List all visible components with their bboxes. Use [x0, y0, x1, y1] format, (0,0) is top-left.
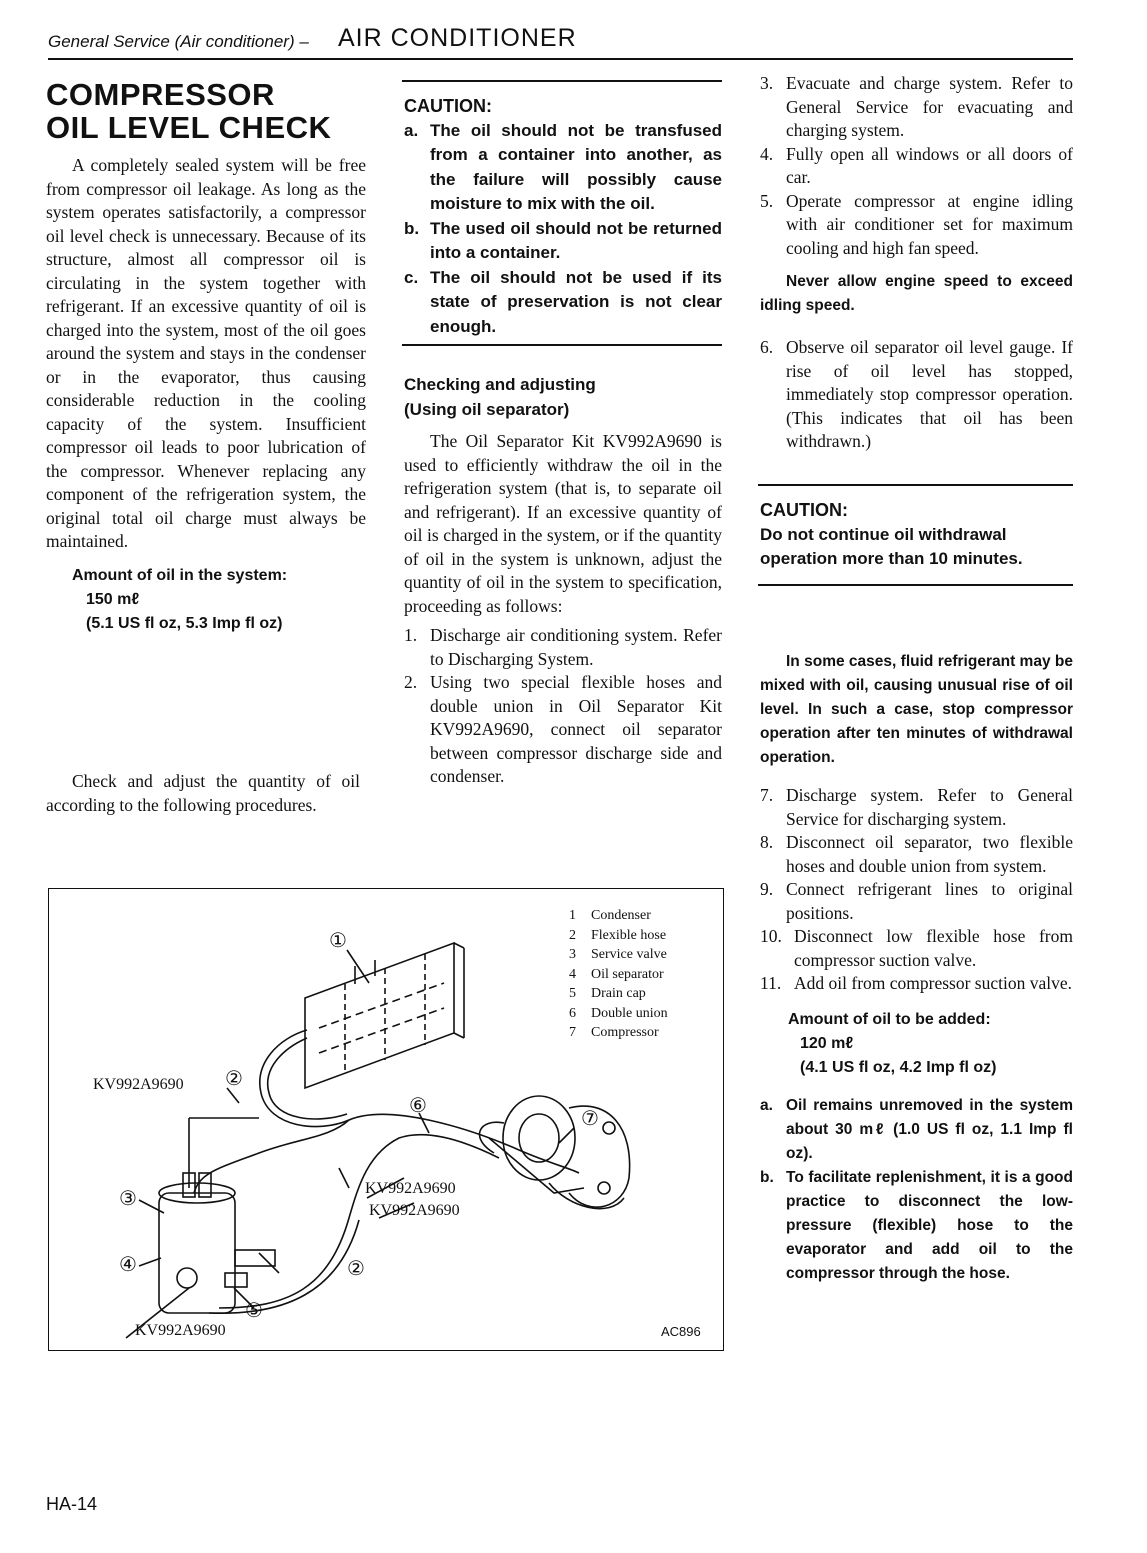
refrigerant-note: In some cases, fluid refrigerant may be mixed with oil, causing unusual rise of oil level. In such a case, stop compressor operation after ten minutes of withdrawal operation. [760, 653, 1073, 766]
oil-amount-spec [46, 564, 366, 636]
caution-title: CAUTION: [404, 96, 492, 116]
callout-7: ⑦ [581, 1108, 599, 1130]
legend-item: 7 Compressor [569, 1025, 659, 1040]
callout-4: ④ [119, 1254, 137, 1276]
page-header [48, 22, 1073, 60]
step-5: 5. Operate compressor at engine idling with air conditioner set for maximum cooling and high fan speed. [760, 190, 1073, 258]
right-caution [760, 498, 1073, 572]
oil-added-spec [760, 1008, 1073, 1080]
middle-text [404, 372, 722, 789]
note-b: b. To facilitate replenishment, it is a good practice to disconnect the low-pressure (flexible) hose to the evaporator and add oil to the compressor through the hose. [760, 1168, 1073, 1282]
subhead-line1: Checking and adjusting [404, 375, 596, 394]
header-section: General Service (Air conditioner) – [48, 32, 309, 51]
caution-top-rule [402, 80, 722, 82]
oil-separator-paragraph: The Oil Separator Kit KV992A9690 is used to efficiently withdraw the oil in the refrigeration system (that is, to separate oil and refrigerant). If an excessive quantity of oil is charged in the system, or if the quantity of oil in the system is unknown, adjust the quantity of oil in the system to specification, proceeding as follows: [404, 431, 722, 616]
legend-item: 5 Drain cap [569, 986, 646, 1001]
step-10: 10. Disconnect low flexible hose from compressor suction valve. [760, 926, 1073, 970]
step-6: 6. Observe oil separator oil level gauge. If rise of oil level has stopped, immediately stop compressor operation. (This indicates that oil has been withdrawn.) [760, 337, 1073, 451]
legend-item: 6 Double union [569, 1005, 668, 1021]
legend-item: 2 Flexible hose [569, 927, 667, 943]
tool-label-hose-1: KV992A9690 [365, 1180, 456, 1197]
legend-item: 4 Oil separator [569, 966, 664, 982]
caution-bottom-rule [402, 344, 722, 346]
page-number: HA-14 [46, 1494, 98, 1514]
figure-frame [48, 888, 724, 1351]
step-4: 4. Fully open all windows or all doors of car. [760, 143, 1073, 187]
subhead-line2: (Using oil separator) [404, 400, 570, 419]
spec-title: Amount of oil in the system: [72, 566, 288, 584]
step-3: 3. Evacuate and charge system. Refer to General Service for evacuating and charging system. [760, 73, 1073, 140]
section-title-line2: OIL LEVEL CHECK [46, 110, 332, 145]
intro-paragraph: A completely sealed system will be free from compressor oil leakage. As long as the system operates satisfactorily, a compressor oil level check is unnecessary. Because of its structure, almost all compressor oil is circulating in the system together with refrigerant. If an excessive quantity of oil is charged into the system, most of the oil goes around the system and stays in the condenser or in the evaporator, thus causing considerable reduction in the cooling capacity of the system. Insufficient compressor oil leads to poor lubrication of the compressor. Whenever replacing any component of the refrigeration system, the original total oil charge must always be maintained. [46, 155, 366, 551]
spec-value: 150 mℓ [86, 590, 140, 608]
legend-item: 3 Service valve [569, 947, 667, 962]
note-a: a. Oil remains unremoved in the system about 30 mℓ (1.0 US fl oz, 1.1 Imp fl oz). [760, 1096, 1073, 1162]
caution-block [404, 94, 722, 339]
right-column-bottom [760, 650, 1073, 1286]
header-chapter: AIR CONDITIONER [338, 24, 577, 52]
callout-3: ③ [119, 1188, 137, 1210]
tool-label-hose-2: KV992A9690 [369, 1202, 460, 1219]
step-9: 9. Connect refrigerant lines to original positions. [760, 879, 1073, 923]
check-paragraph: Check and adjust the quantity of oil according to the following procedures. [46, 771, 360, 815]
figure-legend [569, 906, 668, 1043]
callout-6: ⑥ [409, 1095, 427, 1117]
figure-code: AC896 [661, 1324, 701, 1339]
right-column-top [760, 72, 1073, 454]
step-1: 1. Discharge air conditioning system. Refer to Discharging System. [404, 625, 722, 669]
caution-item-c: c. The oil should not be used if its state of preservation is not clear enough. [404, 267, 722, 336]
right-caution-title: CAUTION: [760, 500, 848, 520]
added-spec-conversion: (4.1 US fl oz, 4.2 Imp fl oz) [800, 1058, 997, 1076]
tool-label-separator: KV992A9690 [93, 1076, 184, 1093]
tool-label-drain: KV992A9690 [135, 1322, 226, 1339]
idle-note: Never allow engine speed to exceed idling speed. [760, 273, 1073, 314]
callout-1: ① [329, 930, 347, 952]
oil-separator-icon [159, 1118, 275, 1313]
spec-conversion: (5.1 US fl oz, 5.3 Imp fl oz) [86, 614, 283, 632]
condenser-icon [305, 943, 464, 1088]
right-caution-top-rule [758, 484, 1073, 486]
caution-item-b: b. The used oil should not be returned into a container. [404, 218, 722, 262]
callout-5: ⑤ [245, 1300, 263, 1322]
step-7: 7. Discharge system. Refer to General Service for discharging system. [760, 785, 1073, 829]
added-spec-title: Amount of oil to be added: [788, 1010, 991, 1028]
legend-item: 1 Condenser [569, 908, 651, 923]
right-caution-bottom-rule [758, 584, 1073, 586]
step-2: 2. Using two special flexible hoses and double union in Oil Separator Kit KV992A9690, connect oil separator between compressor discharge side and condenser. [404, 672, 722, 786]
added-spec-value: 120 mℓ [800, 1034, 854, 1052]
step-11: 11. Add oil from compressor suction valve. [760, 973, 1073, 993]
section-title-line1: COMPRESSOR [46, 77, 275, 112]
caution-item-a: a. The oil should not be transfused from a container into another, as the failure will possibly cause moisture to mix with the oil. [404, 120, 722, 213]
callout-2-upper: ② [225, 1068, 243, 1090]
step-8: 8. Disconnect oil separator, two flexible hoses and double union from system. [760, 832, 1073, 876]
left-column [46, 78, 366, 636]
right-caution-text: Do not continue oil withdrawal operation more than 10 minutes. [760, 524, 1023, 568]
compressor-icon [480, 1096, 630, 1209]
separator-hose-icon [194, 1120, 349, 1193]
callout-2-lower: ② [347, 1258, 365, 1280]
